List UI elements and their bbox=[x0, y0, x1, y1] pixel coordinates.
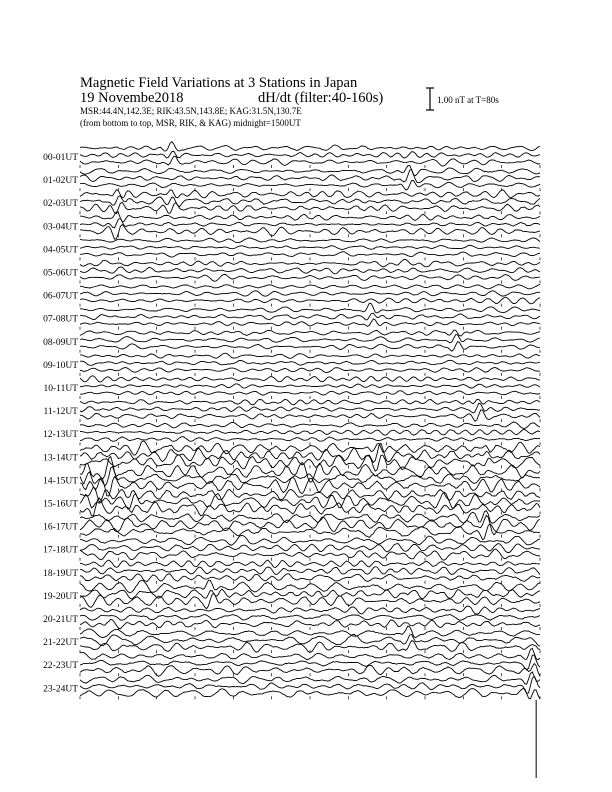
trace-05-06UT-MSR bbox=[80, 275, 540, 282]
trace-18-19UT-RIK bbox=[80, 567, 540, 575]
row-label-15-16UT: 15-16UT bbox=[43, 499, 78, 510]
trace-07-08UT-MSR bbox=[80, 319, 540, 327]
row-label-11-12UT: 11-12UT bbox=[43, 407, 78, 418]
trace-05-06UT-RIK bbox=[80, 267, 540, 274]
row-label-16-17UT: 16-17UT bbox=[43, 522, 78, 533]
trace-08-09UT-MSR bbox=[80, 342, 540, 352]
trace-20-21UT-RIK bbox=[80, 615, 540, 621]
trace-00-01UT-MSR bbox=[80, 156, 540, 166]
trace-03-04UT-RIK bbox=[80, 218, 540, 228]
scale-bar-label: 1.00 nT at T=80s bbox=[437, 95, 499, 105]
trace-10-11UT-RIK bbox=[80, 384, 540, 388]
trace-00-01UT-KAG bbox=[80, 142, 540, 151]
chart-quantity: dH/dt (filter:40-160s) bbox=[258, 90, 384, 106]
trace-09-10UT-MSR bbox=[80, 368, 540, 373]
row-label-08-09UT: 08-09UT bbox=[43, 337, 78, 348]
row-label-12-13UT: 12-13UT bbox=[43, 430, 78, 441]
trace-12-13UT-RIK bbox=[80, 430, 540, 436]
chart-title: Magnetic Field Variations at 3 Stations in Japan bbox=[80, 75, 358, 91]
row-label-21-22UT: 21-22UT bbox=[43, 638, 78, 649]
row-label-20-21UT: 20-21UT bbox=[43, 615, 78, 625]
row-label-02-03UT: 02-03UT bbox=[43, 199, 78, 210]
trace-15-16UT-RIK bbox=[80, 492, 540, 509]
row-label-07-08UT: 07-08UT bbox=[43, 314, 78, 325]
trace-19-20UT-RIK bbox=[80, 589, 540, 599]
row-label-19-20UT: 19-20UT bbox=[43, 591, 78, 602]
trace-06-07UT-KAG bbox=[80, 285, 540, 289]
station-order-note: (from bottom to top, MSR, RIK, & KAG) midnight=1500UT bbox=[80, 118, 301, 128]
row-label-10-11UT: 10-11UT bbox=[43, 384, 78, 394]
row-label-22-23UT: 22-23UT bbox=[43, 661, 78, 672]
traces bbox=[80, 142, 540, 778]
trace-18-19UT-MSR bbox=[80, 574, 540, 582]
row-label-17-18UT: 17-18UT bbox=[43, 545, 78, 556]
row-label-23-24UT: 23-24UT bbox=[43, 684, 78, 695]
trace-04-05UT-KAG bbox=[80, 238, 540, 243]
trace-09-10UT-RIK bbox=[80, 360, 540, 365]
row-label-14-15UT: 14-15UT bbox=[43, 476, 78, 487]
trace-14-15UT-RIK bbox=[80, 467, 540, 486]
trace-11-12UT-KAG bbox=[80, 399, 540, 405]
trace-12-13UT-KAG bbox=[80, 422, 540, 429]
row-label-18-19UT: 18-19UT bbox=[43, 568, 78, 579]
station-coordinates: MSR:44.4N,142.3E; RIK:43.5N,143.8E; KAG:31.5N,130.7E bbox=[80, 106, 302, 116]
trace-07-08UT-RIK bbox=[80, 313, 540, 320]
row-label-05-06UT: 05-06UT bbox=[43, 268, 78, 279]
trace-06-07UT-RIK bbox=[80, 291, 540, 297]
trace-00-01UT-RIK bbox=[80, 151, 540, 158]
trace-09-10UT-KAG bbox=[80, 353, 540, 358]
trace-21-22UT-RIK bbox=[80, 634, 540, 646]
row-label-04-05UT: 04-05UT bbox=[43, 245, 78, 256]
trace-18-19UT-KAG bbox=[80, 560, 540, 568]
trace-20-21UT-KAG bbox=[80, 606, 540, 614]
trace-17-18UT-RIK bbox=[80, 544, 540, 553]
trace-11-12UT-RIK bbox=[80, 403, 540, 413]
row-label-03-04UT: 03-04UT bbox=[43, 222, 78, 233]
scale-bar bbox=[426, 88, 499, 110]
trace-10-11UT-KAG bbox=[80, 376, 540, 382]
row-label-01-02UT: 01-02UT bbox=[43, 176, 78, 187]
trace-05-06UT-KAG bbox=[80, 259, 540, 267]
row-label-06-07UT: 06-07UT bbox=[43, 291, 78, 302]
row-label-09-10UT: 09-10UT bbox=[43, 360, 78, 371]
trace-04-05UT-RIK bbox=[80, 245, 540, 249]
trace-06-07UT-MSR bbox=[80, 297, 540, 304]
trace-08-09UT-RIK bbox=[80, 335, 540, 343]
row-label-00-01UT: 00-01UT bbox=[43, 153, 78, 163]
trace-08-09UT-KAG bbox=[80, 330, 540, 336]
row-labels bbox=[43, 153, 78, 694]
chart-date: 19 Novembe2018 bbox=[80, 90, 184, 106]
trace-02-03UT-RIK bbox=[80, 196, 540, 207]
trace-12-13UT-MSR bbox=[80, 437, 540, 442]
trace-04-05UT-MSR bbox=[80, 252, 540, 258]
trace-16-17UT-RIK bbox=[80, 515, 540, 534]
trace-10-11UT-MSR bbox=[80, 391, 540, 395]
title-block bbox=[80, 75, 383, 128]
row-label-13-14UT: 13-14UT bbox=[43, 453, 78, 464]
